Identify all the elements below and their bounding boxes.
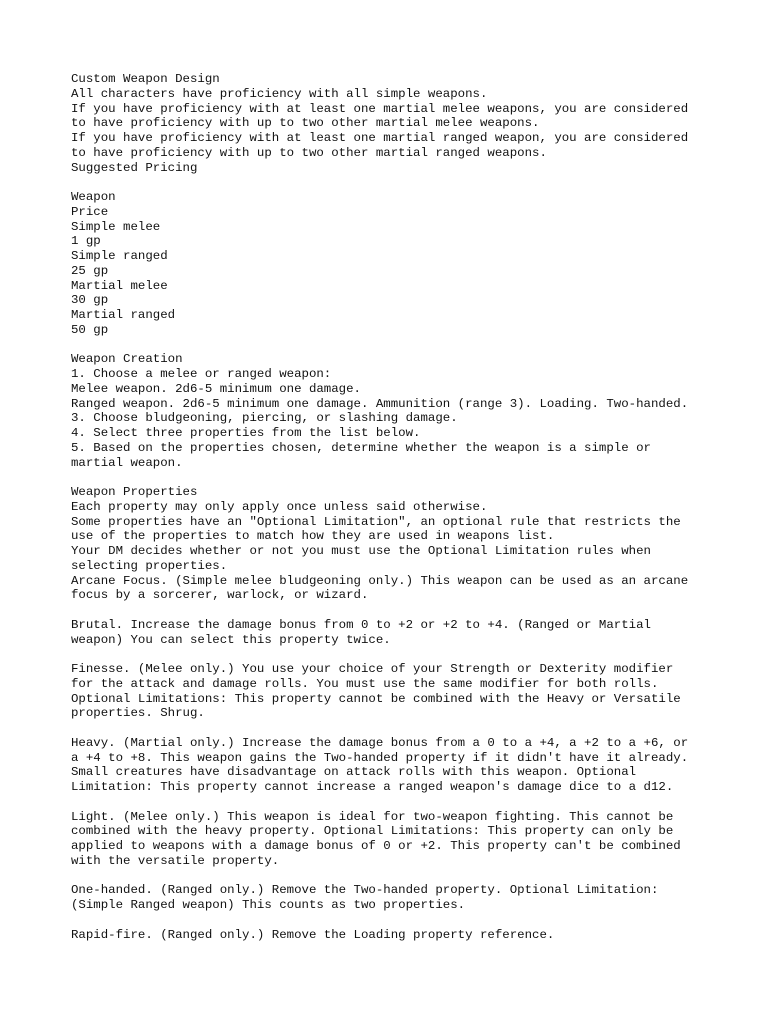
spacer: [71, 603, 711, 618]
pricing-cell-weapon: Simple ranged: [71, 249, 168, 263]
intro-line: If you have proficiency with at least one martial melee weapons, you are considered: [71, 101, 689, 116]
property-line: properties. Shrug.: [71, 706, 205, 721]
creation-heading: Weapon Creation: [71, 352, 183, 367]
properties-intro-line: Your DM decides whether or not you must use the Optional Limitation rules when: [71, 544, 651, 558]
property-line: weapon) You can select this property twice.: [71, 632, 391, 647]
properties-intro-line: Each property may only apply once unless said otherwise.: [71, 499, 488, 514]
property-arcane-focus: [71, 574, 711, 604]
pricing-cell-price: 1 gp: [71, 234, 101, 249]
property-rapid-fire: [71, 928, 711, 943]
property-finesse: [71, 662, 711, 721]
property-line: Heavy. (Martial only.) Increase the damage bonus from a 0 to a +4, a +2 to a +6, or: [71, 735, 689, 750]
properties-intro-line: Some properties have an "Optional Limitation", an optional rule that restricts the: [71, 514, 681, 529]
creation-step: 5. Based on the properties chosen, determine whether the weapon is a simple or: [71, 440, 651, 455]
property-line: Optional Limitations: This property cannot be combined with the Heavy or Versatile: [71, 691, 681, 706]
creation-step: 3. Choose bludgeoning, piercing, or slashing damage.: [71, 411, 458, 426]
spacer: [71, 913, 711, 928]
pricing-cell-weapon: Martial melee: [71, 278, 168, 293]
intro-line: If you have proficiency with at least one martial ranged weapon, you are considered: [71, 131, 689, 145]
property-line: with the versatile property.: [71, 853, 280, 868]
pricing-cell-price: 50 gp: [71, 322, 109, 337]
properties-heading: Weapon Properties: [71, 485, 198, 499]
pricing-cell-weapon: Simple melee: [71, 219, 161, 234]
property-line: Limitation: This property cannot increase a ranged weapon's damage dice to a d12.: [71, 780, 674, 794]
property-line: Light. (Melee only.) This weapon is ideal for two-weapon fighting. This cannot be: [71, 809, 674, 824]
pricing-header-price: Price: [71, 204, 109, 219]
properties-intro-line: selecting properties.: [71, 558, 228, 573]
property-one-handed: [71, 883, 711, 913]
intro-line: to have proficiency with up to two other martial ranged weapons.: [71, 145, 547, 160]
property-line: a +4 to +8. This weapon gains the Two-handed property if it didn't have it already.: [71, 750, 689, 765]
property-line: Finesse. (Melee only.) You use your choice of your Strength or Dexterity modifier: [71, 662, 674, 676]
property-light: [71, 810, 711, 869]
creation-step: Ranged weapon. 2d6-5 minimum one damage. Ammunition (range 3). Loading. Two-handed.: [71, 396, 689, 411]
property-line: Small creatures have disadvantage on attack rolls with this weapon. Optional: [71, 765, 637, 780]
property-line: focus by a sorcerer, warlock, or wizard.: [71, 588, 369, 603]
spacer: [71, 470, 711, 485]
spacer: [71, 647, 711, 662]
property-line: combined with the heavy property. Optional Limitations: This property can only be: [71, 824, 674, 839]
spacer: [71, 795, 711, 810]
spacer: [71, 338, 711, 353]
property-heavy: [71, 736, 711, 795]
spacer: [71, 175, 711, 190]
property-line: for the attack and damage rolls. You must use the same modifier for both rolls.: [71, 676, 659, 691]
creation-step: 1. Choose a melee or ranged weapon:: [71, 367, 332, 381]
pricing-cell-weapon: Martial ranged: [71, 308, 176, 322]
property-line: (Simple Ranged weapon) This counts as two properties.: [71, 898, 466, 912]
spacer: [71, 721, 711, 736]
intro-line: to have proficiency with up to two other martial melee weapons.: [71, 116, 540, 131]
property-line: Rapid-fire. (Ranged only.) Remove the Loading property reference.: [71, 927, 555, 942]
spacer: [71, 869, 711, 884]
property-line: One-handed. (Ranged only.) Remove the Two-handed property. Optional Limitation:: [71, 883, 659, 898]
property-line: applied to weapons with a damage bonus of 0 or +2. This property can't be combined: [71, 839, 681, 853]
pricing-header-weapon: Weapon: [71, 190, 116, 204]
creation-step: Melee weapon. 2d6-5 minimum one damage.: [71, 381, 361, 396]
intro-line: All characters have proficiency with all simple weapons.: [71, 86, 488, 101]
document-page: [71, 72, 711, 942]
pricing-cell-price: 30 gp: [71, 293, 109, 308]
property-brutal: [71, 618, 711, 648]
property-line: Arcane Focus. (Simple melee bludgeoning only.) This weapon can be used as an arcane: [71, 573, 689, 588]
pricing-heading: Suggested Pricing: [71, 160, 198, 175]
pricing-cell-price: 25 gp: [71, 263, 109, 278]
pricing-table: [71, 190, 711, 338]
properties-intro-line: use of the properties to match how they are used in weapons list.: [71, 529, 555, 544]
document-title: Custom Weapon Design: [71, 72, 220, 86]
property-line: Brutal. Increase the damage bonus from 0 to +2 or +2 to +4. (Ranged or Martial: [71, 617, 651, 632]
creation-step: martial weapon.: [71, 455, 183, 470]
creation-step: 4. Select three properties from the list below.: [71, 426, 421, 440]
